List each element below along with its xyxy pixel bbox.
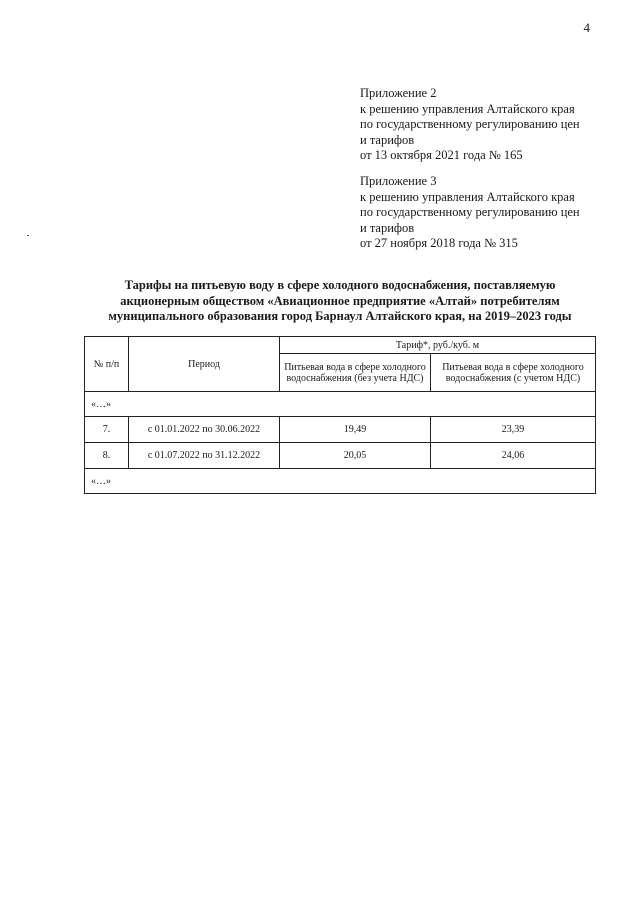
- appendix-3-heading: Приложение 3: [360, 174, 437, 188]
- header-tariff-group: Тариф*, руб./куб. м: [280, 337, 596, 354]
- document-title: [85, 278, 595, 325]
- appendix-3-line: и тарифов: [360, 220, 415, 235]
- appendix-3-date: от 27 ноября 2018 года № 315: [360, 236, 518, 250]
- row-tariff-with-vat: 23,39: [431, 417, 596, 443]
- appendix-3-block: [360, 174, 610, 252]
- table-row: [85, 417, 596, 443]
- title-line: акционерным обществом «Авиационное предприятие «Алтай» потребителям: [120, 293, 560, 308]
- row-period: с 01.07.2022 по 31.12.2022: [129, 443, 280, 469]
- title-line: муниципального образования город Барнаул Алтайского края, на 2019–2023 годы: [108, 309, 572, 323]
- appendix-2-block: [360, 86, 610, 164]
- page-number: 4: [583, 20, 590, 35]
- ellipsis-cell: «…»: [85, 392, 596, 417]
- ellipsis-cell: «…»: [85, 469, 596, 494]
- table-ellipsis-row: [85, 469, 596, 494]
- table-ellipsis-row: [85, 392, 596, 417]
- row-number: 8.: [85, 443, 129, 469]
- header-with-vat: Питьевая вода в сфере холодного водоснабжения (с учетом НДС): [431, 354, 596, 392]
- row-tariff-without-vat: 20,05: [280, 443, 431, 469]
- appendix-2-date: от 13 октября 2021 года № 165: [360, 148, 523, 162]
- appendix-3-line: к решению управления Алтайского края: [360, 189, 575, 204]
- header-number: № п/п: [85, 337, 129, 392]
- table-row: [85, 443, 596, 469]
- scan-mark: [27, 235, 29, 236]
- appendix-2-line: и тарифов: [360, 132, 415, 147]
- row-period: с 01.01.2022 по 30.06.2022: [129, 417, 280, 443]
- appendix-2-line: к решению управления Алтайского края: [360, 101, 575, 116]
- tariff-table: [84, 336, 596, 494]
- appendix-2-heading: Приложение 2: [360, 86, 437, 100]
- row-tariff-without-vat: 19,49: [280, 417, 431, 443]
- table-header-row: [85, 337, 596, 354]
- appendix-2-line: по государственному регулированию цен: [360, 117, 580, 131]
- header-without-vat: Питьевая вода в сфере холодного водоснабжения (без учета НДС): [280, 354, 431, 392]
- title-line: Тарифы на питьевую воду в сфере холодного водоснабжения, поставляемую: [124, 278, 556, 292]
- row-number: 7.: [85, 417, 129, 443]
- header-period: Период: [129, 337, 280, 392]
- row-tariff-with-vat: 24,06: [431, 443, 596, 469]
- appendix-3-line: по государственному регулированию цен: [360, 205, 580, 219]
